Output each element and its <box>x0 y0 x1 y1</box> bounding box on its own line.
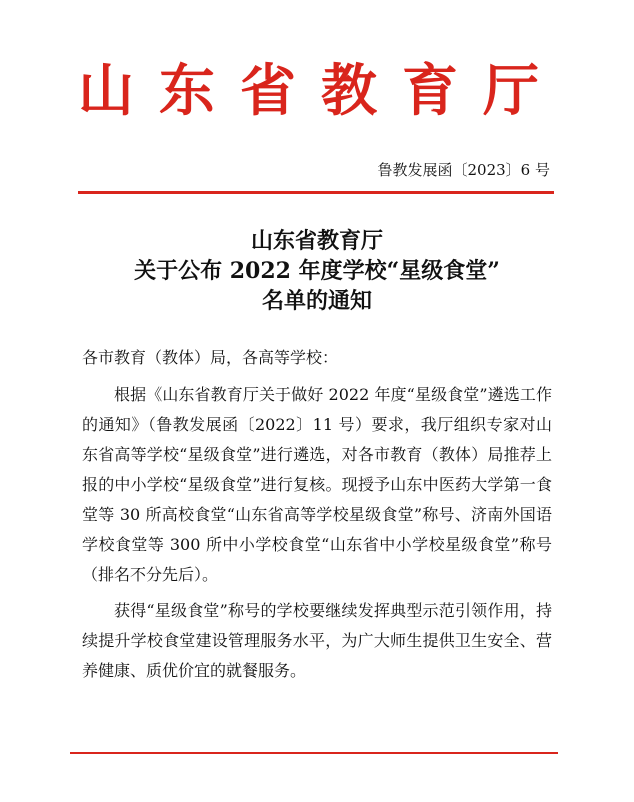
notice-title-line-2: 关于公布 2022 年度学校“星级食堂” <box>134 258 500 284</box>
salutation: 各市教育（教体）局，各高等学校： <box>82 348 339 367</box>
red-divider-bottom <box>70 752 558 754</box>
red-divider-top <box>78 191 554 194</box>
body-paragraph-1: 根据《山东省教育厅关于做好 2022 年度“星级食堂”遴选工作的通知》（鲁教发展函〔2022〕11 号）要求，我厅组织专家对山东省高等学校“星级食堂”进行遴选，对各市教育（教体）局推荐上报的中小学校“星级食堂”进行复核。现授予山东中医药大学第一食堂等 30 所高校食堂“山东省高等学校星级食堂”称号、济南外国语学校食堂等 300 所中小学校食堂“山东省中小学校星级食堂”称号（排名不分先后）。 <box>82 385 552 584</box>
body-paragraph-2: 获得“星级食堂”称号的学校要继续发挥典型示范引领作用，持续提升学校食堂建设管理服务水平，为广大师生提供卫生安全、营养健康、质优价宜的就餐服务。 <box>82 601 552 680</box>
document-masthead: 山东省教育厅 <box>78 58 564 124</box>
notice-title-line-3: 名单的通知 <box>261 288 372 314</box>
notice-title-line-1: 山东省教育厅 <box>250 228 383 254</box>
document-number: 鲁教发展函〔2023〕6 号 <box>377 161 550 179</box>
